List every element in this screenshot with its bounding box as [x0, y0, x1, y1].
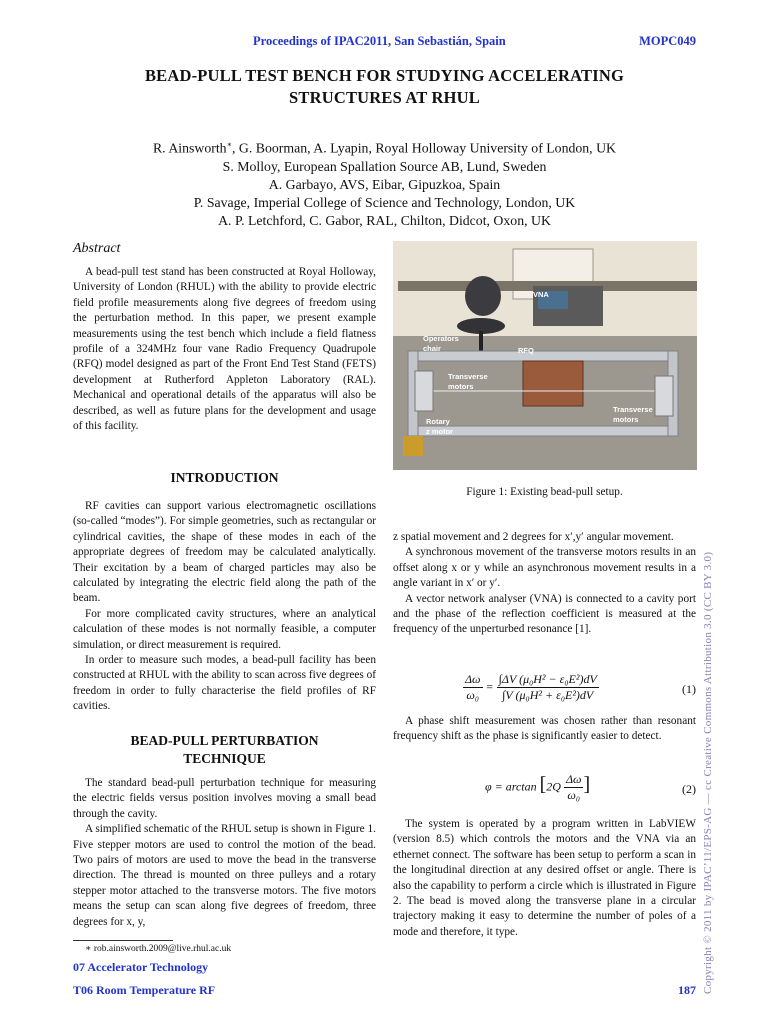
intro-paragraph-1: RF cavities can support various electromagnetic oscillations (so-called “modes”). For simple geometries, such as rectangular or cylindrical cavities, the shape of these modes in each of the appropriate degrees of freedom may be calculated analytically. Their excitation by a beam of charged particles may also be calculated by integrating the electric field along the path of the beam. [73, 500, 376, 605]
rotary-motor [403, 436, 423, 456]
beadpull-paragraph-2: A simplified schematic of the RHUL setup is shown in Figure 1. Five stepper motors are used to control the motion of the bead. Two pairs of motors are used to move the bead in the transverse direction. The thread is mounted on three pulleys and a rotary stepper motor attached to the transverse motors. The five motors means the setup can scan along five degrees of freedom, three degrees for x, y, [73, 823, 376, 928]
label-transverse-right-motors: motors [613, 415, 639, 424]
title-line-1: BEAD-PULL TEST BENCH FOR STUDYING ACCELERATING [144, 66, 625, 85]
abstract-heading: Abstract [73, 241, 121, 256]
introduction-text [73, 499, 376, 715]
label-transverse-left: Transverse [448, 372, 488, 381]
eq1-rhs-numerator: ∫ΔV (μ₀H² − ε₀E²)dV [498, 672, 597, 686]
label-chair: chair [423, 344, 441, 353]
transverse-motors-right [655, 376, 673, 416]
bead-pull-setup-photo [393, 241, 697, 470]
right-column-text-bottom [393, 817, 696, 940]
label-rotary-z: z motor [426, 427, 454, 436]
equation-2 [393, 772, 696, 812]
label-rfq: RFQ [518, 346, 534, 355]
label-operators: Operators [423, 334, 459, 343]
figure-caption: Figure 1: Existing bead-pull setup. [466, 486, 623, 498]
right-paragraph-2: A vector network analyser (VNA) is connected to a cavity port and the phase of the reflection coefficient is measured at the frequency of the unperturbed resonance [1]. [393, 592, 696, 636]
eq1-equals: = [485, 679, 497, 694]
proceedings-title: Proceedings of IPAC2011, San Sebastián, Spain [253, 34, 506, 48]
author-line-2: S. Molloy, European Spallation Source AB, Lund, Sweden [222, 158, 547, 174]
author-line-5: A. P. Letchford, C. Gabor, RAL, Chilton, Didcot, Oxon, UK [218, 212, 551, 228]
abstract-paragraph: A bead-pull test stand has been constructed at Royal Holloway, University of London (RHUL) with the ability to provide electric field profile measurements along five degrees of freedom using the perturbation method. In this paper, we present example measurements using the test bench which include a field flatness profile of a 324MHz four vane Radio Frequency Quadrupole (RFQ) model designed as part of the Front End Test Stand (FETS) development at Rutherford Appleton Laboratory (RAL). Mechanical and operational details of the apparatus will also be described, as well as future plans for the development and usage of this facility. [73, 266, 376, 433]
chair-back [465, 276, 501, 316]
title-line-2: STRUCTURES AT RHUL [289, 88, 480, 107]
label-vna: VNA [533, 290, 549, 299]
eq2-fraction [564, 772, 584, 803]
eq1-lhs-numerator: Δω [465, 672, 481, 686]
eq1-lhs-fraction [463, 672, 483, 703]
intro-paragraph-3: In order to measure such modes, a bead-pull facility has been constructed at RHUL with the ability to scan across five degrees of freedom in order to fully characterise the field profiles of RF cavities. [73, 654, 376, 713]
eq2-denominator: ω₀ [567, 788, 581, 802]
footnote-mark: ∗ [226, 140, 233, 149]
eq2-bracket-close: ] [583, 773, 591, 796]
frame-rail-top [408, 351, 678, 361]
equation-2-body [485, 772, 590, 803]
label-transverse-right: Transverse [613, 405, 653, 414]
eq2-bracket-open: [ [539, 773, 547, 796]
equation-1 [393, 672, 696, 712]
right-column-text-top [393, 530, 696, 638]
equation-1-number: (1) [682, 682, 696, 696]
introduction-heading: INTRODUCTION [170, 470, 279, 485]
beadpull-text [73, 776, 376, 930]
rfq-cavity [523, 361, 583, 406]
author-line-3: A. Garbayo, AVS, Eibar, Gipuzkoa, Spain [268, 176, 501, 192]
page-number: 187 [678, 983, 696, 997]
copyright-notice: Copyright © 2011 by IPAC’11/EPS-AG — cc Creative Commons Attribution 3.0 (CC BY 3.0) [702, 551, 714, 994]
right-paragraph-3: A phase shift measurement was chosen rather than resonant frequency shift as the phase is significantly easier to detect. [393, 715, 696, 743]
author-name-first: R. Ainsworth [152, 140, 227, 156]
footer-subcategory: T06 Room Temperature RF [73, 983, 216, 997]
eq1-rhs-denominator: ∫V (μ₀H² + ε₀E²)dV [502, 688, 594, 702]
label-transverse-left-motors: motors [448, 382, 474, 391]
footnote-email: ∗ rob.ainsworth.2009@live.rhul.ac.uk [85, 944, 232, 954]
beadpull-heading-line-1: BEAD-PULL PERTURBATION [130, 733, 319, 748]
eq1-rhs-fraction [497, 672, 599, 703]
right-paragraph-1: A synchronous movement of the transverse motors results in an offset along x or y while an asynchronous movement results in a angle variant in x′ or y′. [393, 546, 696, 590]
paper-code: MOPC049 [639, 34, 696, 48]
photo-illustration [393, 241, 697, 470]
footnote-rule [73, 940, 173, 941]
eq1-lhs-denominator: ω₀ [466, 688, 480, 702]
right-paragraph-0: z spatial movement and 2 degrees for x′,y′ angular movement. [393, 531, 674, 543]
paper-title [73, 65, 696, 109]
right-paragraph-4: The system is operated by a program written in LabVIEW (version 8.5) which controls the motors and the VNA via an ethernet connect. The software has been setup to perform a scan in the longitudinal direction at any desired offset or angle. There is also the capability to perform a circle which is illustrated in Figure 2. The bead is moved along the transverse plane in a circular trajectory making it easy to determine the number of poles of a mode and therefore, it type. [393, 818, 696, 938]
beadpull-heading [73, 732, 376, 768]
author-line-4: P. Savage, Imperial College of Science and Technology, London, UK [193, 194, 576, 210]
beadpull-heading-line-2: TECHNIQUE [183, 751, 266, 766]
equation-2-number: (2) [682, 782, 696, 796]
author-line-1-rest: , G. Boorman, A. Lyapin, Royal Holloway University of London, UK [232, 140, 616, 156]
page-header [73, 34, 696, 50]
eq2-coefficient: 2Q [546, 779, 561, 794]
right-column-text-mid [393, 714, 696, 745]
equation-1-body [463, 672, 599, 703]
abstract-text [73, 265, 376, 434]
transverse-motors-left [415, 371, 433, 411]
eq2-numerator: Δω [565, 772, 582, 786]
eq2-lhs: φ = arctan [485, 779, 537, 794]
author-line-1 [73, 136, 696, 158]
beadpull-paragraph-1: The standard bead-pull perturbation technique for measuring the electric fields versus position involves moving a small bead through the cavity. [73, 777, 376, 820]
intro-paragraph-2: For more complicated cavity structures, where an analytical calculation of these modes is not normally feasible, a computer simulation, or direct measurement is required. [73, 607, 376, 651]
label-rotary: Rotary [426, 417, 450, 426]
footer-category: 07 Accelerator Technology [73, 960, 209, 974]
author-list [73, 136, 696, 230]
